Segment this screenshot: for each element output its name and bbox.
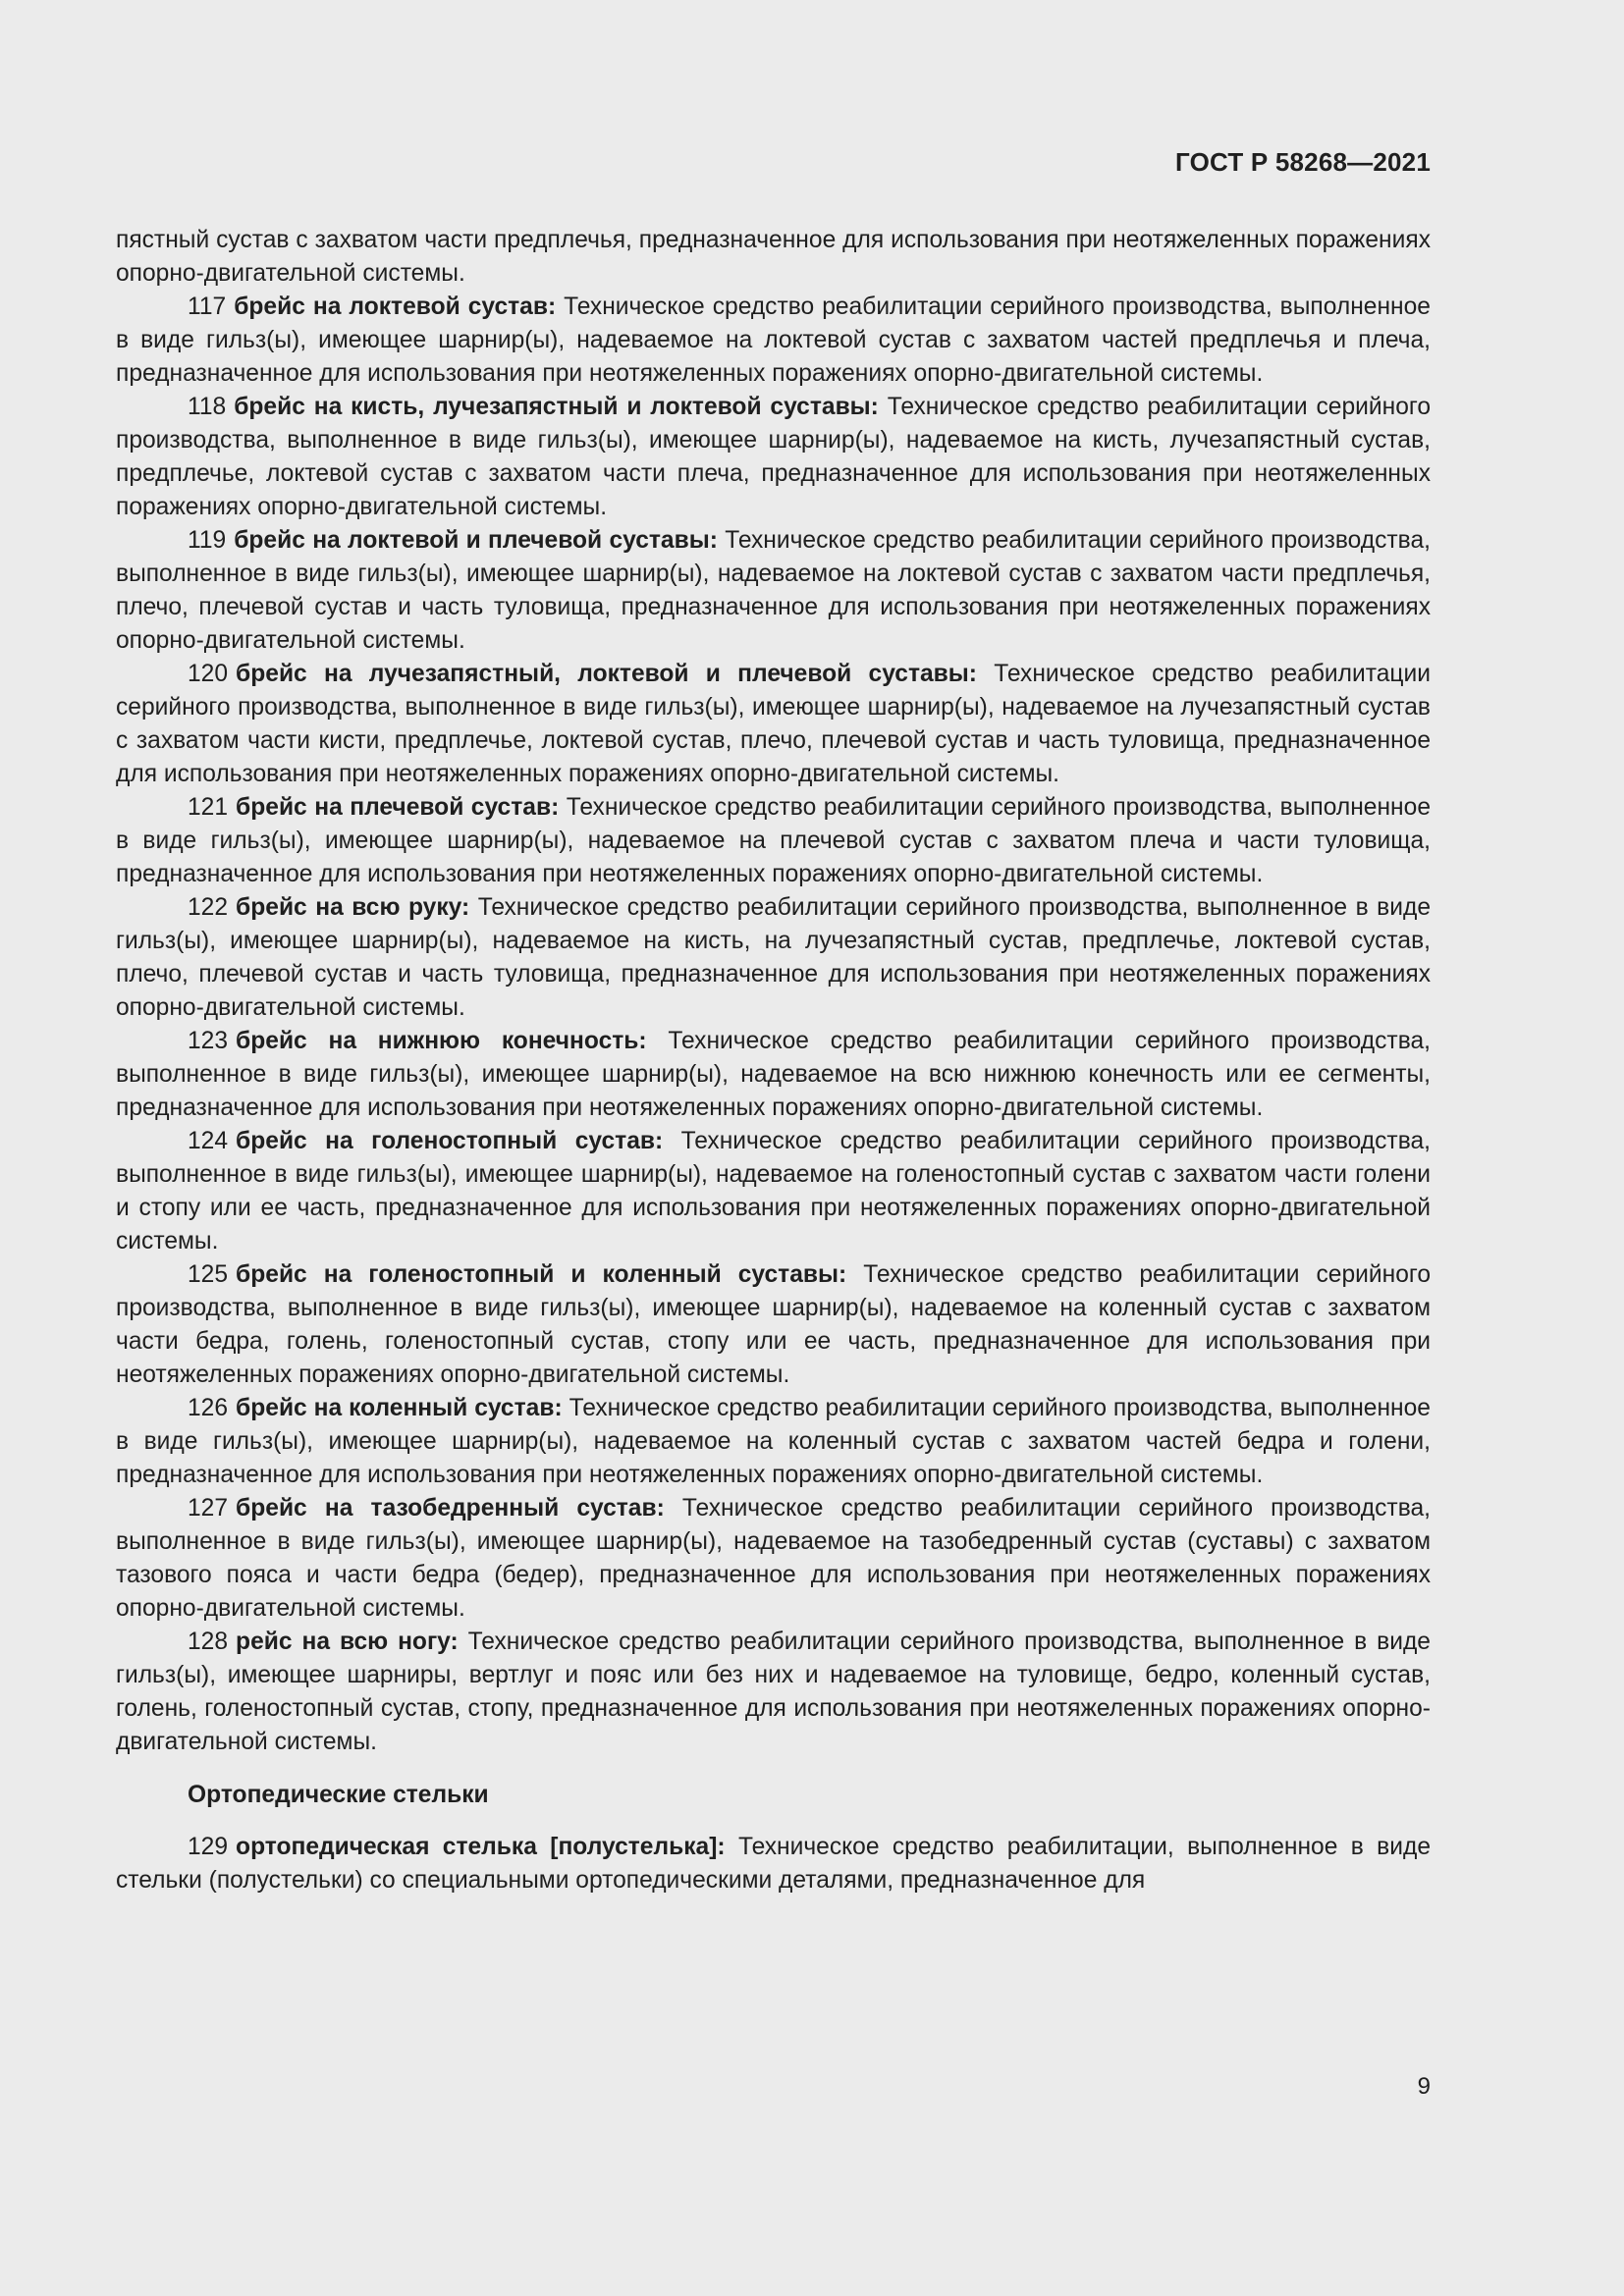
continuation-paragraph: пястный сустав с захватом части предплечья, предназначенное для использования при неотяжеленных поражениях опорно-двигательной системы. (116, 227, 1431, 287)
term-name: брейс на локтевой сустав: (234, 294, 557, 320)
term-definition: Техническое средство реабилитации серийного производства, выполненное в виде гильз(ы), имеющее шарнир(ы), надеваемое на голеностопный сустав с захватом части голени и стопу или ее часть, предназначенное для использования при неотяжеленных поражениях опорно-двигательной системы. (116, 1128, 1431, 1255)
term-definition: Техническое средство реабилитации серийного производства, выполненное в виде гильз(ы), имеющее шарнир(ы), надеваемое на тазобедренный сустав (суставы) с захватом тазового пояса и части бедра (бедер), предназначенное для использования при неотяжеленных поражениях опорно-двигательной системы. (116, 1495, 1431, 1622)
term-number: 118 (188, 394, 227, 420)
page-number: 9 (1417, 2073, 1431, 2100)
term-number: 121 (188, 794, 229, 821)
term-name: брейс на локтевой и плечевой суставы: (234, 527, 718, 554)
term-definition: Техническое средство реабилитации серийного производства, выполненное в виде гильз(ы), имеющее шарнир(ы), надеваемое на коленный сустав с захватом части бедра, голень, голеностопный сустав, стопу или ее часть, предназначенное для использования при неотяжеленных поражениях опорно-двигательной системы. (116, 1261, 1431, 1388)
term-number: 127 (188, 1495, 229, 1522)
term-definition: Техническое средство реабилитации серийного производства, выполненное в виде гильз(ы), имеющее шарнир(ы), надеваемое на лучезапястный сустав с захватом части кисти, предплечье, локтевой сустав, плечо, плечевой сустав и часть туловища, предназначенное для использования при неотяжеленных поражениях опорно-двигательной системы. (116, 661, 1431, 787)
term-number: 129 (188, 1834, 229, 1860)
term-entry (116, 658, 1431, 791)
term-entries-list (116, 291, 1431, 1759)
term-entry (116, 291, 1431, 391)
term-definition: Техническое средство реабилитации серийного производства, выполненное в виде гильз(ы), имеющее шарнир(ы), надеваемое на локтевой сустав с захватом частей предплечья и плеча, предназначенное для использования при неотяжеленных поражениях опорно-двигательной системы. (116, 294, 1431, 387)
term-entry (116, 391, 1431, 524)
term-name: брейс на голеностопный сустав: (236, 1128, 664, 1154)
term-entry (116, 791, 1431, 891)
term-entry (116, 1392, 1431, 1492)
term-entries-list-continued (116, 1831, 1431, 1897)
term-entry (116, 1025, 1431, 1125)
term-name: брейс на всю руку: (236, 894, 470, 921)
term-definition: Техническое средство реабилитации серийного производства, выполненное в виде гильз(ы), имеющее шарнир(ы), надеваемое на коленный сустав с захватом частей бедра и голени, предназначенное для использования при неотяжеленных поражениях опорно-двигательной системы. (116, 1395, 1431, 1488)
term-name: ортопедическая стелька [полустелька]: (236, 1834, 726, 1860)
term-definition: Техническое средство реабилитации серийного производства, выполненное в виде гильз(ы), имеющее шарнир(ы), надеваемое на плечевой сустав с захватом плеча и части туловища, предназначенное для использования при неотяжеленных поражениях опорно-двигательной системы. (116, 794, 1431, 887)
term-number: 123 (188, 1028, 229, 1054)
term-entry (116, 524, 1431, 658)
term-name: брейс на тазобедренный сустав: (236, 1495, 665, 1522)
term-name: брейс на голеностопный и коленный суставы: (236, 1261, 847, 1288)
term-number: 117 (188, 294, 227, 320)
section-title: Ортопедические стельки (188, 1782, 489, 1808)
term-entry (116, 1831, 1431, 1897)
term-number: 128 (188, 1629, 229, 1655)
standard-header: ГОСТ Р 58268—2021 (1175, 147, 1431, 177)
document-body (116, 224, 1431, 1897)
term-definition: Техническое средство реабилитации серийного производства, выполненное в виде гильз(ы), имеющее шарнир(ы), надеваемое на кисть, на лучезапястный сустав, предплечье, локтевой сустав, плечо, плечевой сустав и часть туловища, предназначенное для использования при неотяжеленных поражениях опорно-двигательной системы. (116, 894, 1432, 1021)
term-name: брейс на плечевой сустав: (236, 794, 560, 821)
term-number: 120 (188, 661, 229, 687)
term-definition: Техническое средство реабилитации, выполненное в виде стельки (полустельки) со специальными ортопедическими деталями, предназначенное для (116, 1834, 1432, 1894)
term-number: 122 (188, 894, 229, 921)
term-definition: Техническое средство реабилитации серийного производства, выполненное в виде гильз(ы), имеющее шарнир(ы), надеваемое на кисть, лучезапястный сустав, предплечье, локтевой сустав с захватом части плеча, предназначенное для использования при неотяжеленных поражениях опорно-двигательной системы. (116, 394, 1431, 520)
term-number: 125 (188, 1261, 229, 1288)
term-name: брейс на лучезапястный, локтевой и плечевой суставы: (236, 661, 977, 687)
term-entry (116, 1125, 1431, 1258)
term-number: 124 (188, 1128, 229, 1154)
term-name: брейс на нижнюю конечность: (236, 1028, 647, 1054)
term-name: брейс на коленный сустав: (236, 1395, 563, 1421)
term-definition: Техническое средство реабилитации серийного производства, выполненное в виде гильз(ы), имеющее шарнир(ы), надеваемое на всю нижнюю конечность или ее сегменты, предназначенное для использования при неотяжеленных поражениях опорно-двигательной системы. (116, 1028, 1431, 1121)
term-number: 126 (188, 1395, 229, 1421)
term-definition: Техническое средство реабилитации серийного производства, выполненное в виде гильз(ы), имеющее шарнир(ы), надеваемое на локтевой сустав с захватом части предплечья, плечо, плечевой сустав и часть туловища, предназначенное для использования при неотяжеленных поражениях опорно-двигательной системы. (116, 527, 1431, 654)
term-name: брейс на кисть, лучезапястный и локтевой суставы: (234, 394, 879, 420)
term-entry (116, 891, 1431, 1025)
term-entry (116, 1258, 1431, 1392)
term-definition: Техническое средство реабилитации серийного производства, выполненное в виде гильз(ы), имеющее шарниры, вертлуг и пояс или без них и надеваемое на туловище, бедро, коленный сустав, голень, голеностопный сустав, стопу, предназначенное для использования при неотяжеленных поражениях опорно-двигательной системы. (116, 1629, 1431, 1755)
term-name: рейс на всю ногу: (236, 1629, 459, 1655)
term-entry (116, 1492, 1431, 1626)
term-number: 119 (188, 527, 227, 554)
term-entry (116, 1626, 1431, 1759)
